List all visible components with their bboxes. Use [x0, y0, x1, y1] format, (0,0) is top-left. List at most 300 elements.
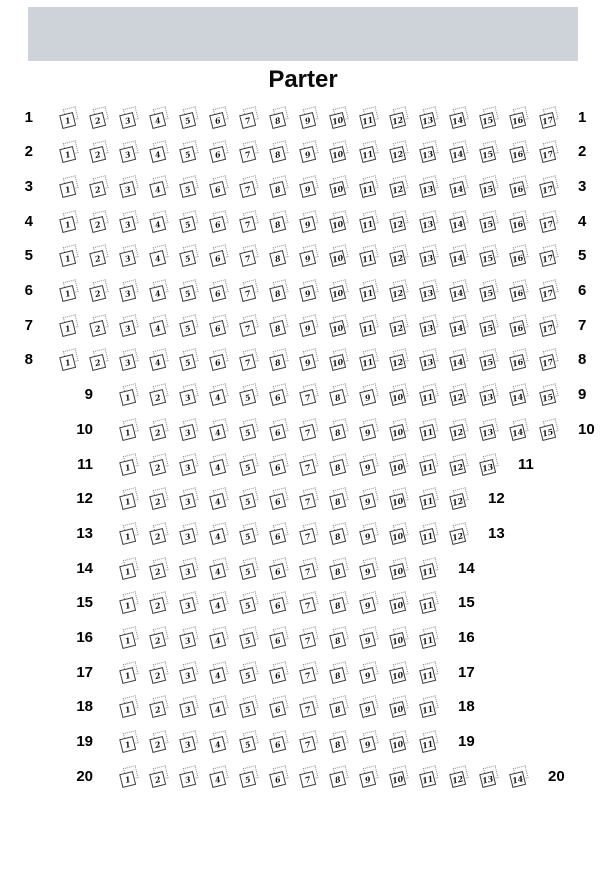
seat-row9-num7[interactable]	[298, 383, 321, 406]
seat-row3-num11[interactable]	[358, 175, 381, 198]
seat-row13-num3[interactable]	[178, 522, 201, 545]
seat-row3-num5[interactable]	[178, 175, 201, 198]
seat-row15-num10[interactable]	[388, 591, 411, 614]
seat-row4-num13[interactable]	[418, 210, 441, 233]
seat-row1-num16[interactable]	[508, 106, 531, 129]
seat-row19-num9[interactable]	[358, 730, 381, 753]
seat-number: 4	[149, 250, 166, 267]
seat-row1-num6[interactable]	[208, 106, 231, 129]
seat-row9-num10[interactable]	[388, 383, 411, 406]
seat-row11-num13[interactable]	[478, 453, 501, 476]
seat-row2-num13[interactable]	[418, 140, 441, 163]
seat-row12-num10[interactable]	[388, 487, 411, 510]
seat-row7-num2[interactable]	[88, 314, 111, 337]
seat-row4-num2[interactable]	[88, 210, 111, 233]
seat-row20-num9[interactable]	[358, 765, 381, 788]
seat-row4-num3[interactable]	[118, 210, 141, 233]
seat-number: 6	[269, 563, 286, 580]
seat-row20-num14[interactable]	[508, 765, 531, 788]
seat-row18-num5[interactable]	[238, 695, 261, 718]
seat-row17-num5[interactable]	[238, 661, 261, 684]
seat-row4-num6[interactable]	[208, 210, 231, 233]
seat-row5-num13[interactable]	[418, 244, 441, 267]
seat-row11-num4[interactable]	[208, 453, 231, 476]
seat-row7-num9[interactable]	[298, 314, 321, 337]
seat-row6-num9[interactable]	[298, 279, 321, 302]
seat-row16-num1[interactable]	[118, 626, 141, 649]
seat-row1-num10[interactable]	[328, 106, 351, 129]
seat-row17-num8[interactable]	[328, 661, 351, 684]
seat-row10-num3[interactable]	[178, 418, 201, 441]
seat-row7-num14[interactable]	[448, 314, 471, 337]
seat-row13-num12[interactable]	[448, 522, 471, 545]
seat-row20-num2[interactable]	[148, 765, 171, 788]
seat-row8-num8[interactable]	[268, 348, 291, 371]
seat-row20-num7[interactable]	[298, 765, 321, 788]
seat-row2-num15[interactable]	[478, 140, 501, 163]
seat-row10-num14[interactable]	[508, 418, 531, 441]
seat-number: 12	[389, 181, 406, 198]
seat-number: 5	[239, 528, 256, 545]
seat-row16-num7[interactable]	[298, 626, 321, 649]
seat-row9-num11[interactable]	[418, 383, 441, 406]
seat-row4-num16[interactable]	[508, 210, 531, 233]
seat-row8-num3[interactable]	[118, 348, 141, 371]
seat-row3-num15[interactable]	[478, 175, 501, 198]
seat-row13-num5[interactable]	[238, 522, 261, 545]
seat-row4-num9[interactable]	[298, 210, 321, 233]
seat-row17-num3[interactable]	[178, 661, 201, 684]
seat-row18-num8[interactable]	[328, 695, 351, 718]
seat-row14-num10[interactable]	[388, 557, 411, 580]
seat-number: 4	[209, 667, 226, 684]
seat-row7-num11[interactable]	[358, 314, 381, 337]
seat-row2-num14[interactable]	[448, 140, 471, 163]
seat-row2-num1[interactable]	[58, 140, 81, 163]
seat-row2-num10[interactable]	[328, 140, 351, 163]
seat-row12-num8[interactable]	[328, 487, 351, 510]
seat-row16-num9[interactable]	[358, 626, 381, 649]
seat-row2-num16[interactable]	[508, 140, 531, 163]
seat-row3-num9[interactable]	[298, 175, 321, 198]
seat-row16-num10[interactable]	[388, 626, 411, 649]
seat-row9-num1[interactable]	[118, 383, 141, 406]
seat-row12-num6[interactable]	[268, 487, 291, 510]
seat-number: 10	[329, 181, 346, 198]
seat-row9-num12[interactable]	[448, 383, 471, 406]
seat-row2-num8[interactable]	[268, 140, 291, 163]
seat-row4-num5[interactable]	[178, 210, 201, 233]
seat-number: 6	[269, 389, 286, 406]
seat-row5-num11[interactable]	[358, 244, 381, 267]
seat-row12-num2[interactable]	[148, 487, 171, 510]
seat-row17-num4[interactable]	[208, 661, 231, 684]
seat-row10-num9[interactable]	[358, 418, 381, 441]
seat-row15-num1[interactable]	[118, 591, 141, 614]
seat-row10-num1[interactable]	[118, 418, 141, 441]
seat-row6-num2[interactable]	[88, 279, 111, 302]
seat-row6-num15[interactable]	[478, 279, 501, 302]
seat-row16-num8[interactable]	[328, 626, 351, 649]
seat-row8-num5[interactable]	[178, 348, 201, 371]
seat-row16-num5[interactable]	[238, 626, 261, 649]
seat-row15-num5[interactable]	[238, 591, 261, 614]
seat-row20-num5[interactable]	[238, 765, 261, 788]
seat-row8-num13[interactable]	[418, 348, 441, 371]
seat-row11-num8[interactable]	[328, 453, 351, 476]
seat-row13-num6[interactable]	[268, 522, 291, 545]
seat-row2-num2[interactable]	[88, 140, 111, 163]
seat-row5-num14[interactable]	[448, 244, 471, 267]
seat-row4-num10[interactable]	[328, 210, 351, 233]
seat-row13-num4[interactable]	[208, 522, 231, 545]
seat-row5-num7[interactable]	[238, 244, 261, 267]
seat-row20-num4[interactable]	[208, 765, 231, 788]
seat-row9-num4[interactable]	[208, 383, 231, 406]
seat-row18-num7[interactable]	[298, 695, 321, 718]
seat-row4-num14[interactable]	[448, 210, 471, 233]
seat-row8-num2[interactable]	[88, 348, 111, 371]
seat-row9-num14[interactable]	[508, 383, 531, 406]
seat-row15-num8[interactable]	[328, 591, 351, 614]
seat-row7-num1[interactable]	[58, 314, 81, 337]
seat-row4-num17[interactable]	[538, 210, 561, 233]
seat-row16-num4[interactable]	[208, 626, 231, 649]
seat-row19-num1[interactable]	[118, 730, 141, 753]
seat-row2-num7[interactable]	[238, 140, 261, 163]
seat-row11-num7[interactable]	[298, 453, 321, 476]
seat-row3-num10[interactable]	[328, 175, 351, 198]
seat-row2-num5[interactable]	[178, 140, 201, 163]
seat-row6-num8[interactable]	[268, 279, 291, 302]
seat-row3-num17[interactable]	[538, 175, 561, 198]
seat-row6-num13[interactable]	[418, 279, 441, 302]
seat-row17-num6[interactable]	[268, 661, 291, 684]
seat-row4-num11[interactable]	[358, 210, 381, 233]
seat-row6-num3[interactable]	[118, 279, 141, 302]
seat-row19-num10[interactable]	[388, 730, 411, 753]
seat-row15-num11[interactable]	[418, 591, 441, 614]
seat-row9-num8[interactable]	[328, 383, 351, 406]
seat-row8-num7[interactable]	[238, 348, 261, 371]
seat-row18-num6[interactable]	[268, 695, 291, 718]
seat-row20-num8[interactable]	[328, 765, 351, 788]
seat-row6-num5[interactable]	[178, 279, 201, 302]
seat-number: 16	[509, 216, 526, 233]
seat-number: 1	[59, 250, 76, 267]
seat-row20-num1[interactable]	[118, 765, 141, 788]
seat-row1-num15[interactable]	[478, 106, 501, 129]
seat-row7-num17[interactable]	[538, 314, 561, 337]
seat-row14-num1[interactable]	[118, 557, 141, 580]
seat-row4-num1[interactable]	[58, 210, 81, 233]
seat-row7-num13[interactable]	[418, 314, 441, 337]
seat-row19-num7[interactable]	[298, 730, 321, 753]
seat-row10-num11[interactable]	[418, 418, 441, 441]
seat-row20-num10[interactable]	[388, 765, 411, 788]
seat-row11-num10[interactable]	[388, 453, 411, 476]
seat-row15-num6[interactable]	[268, 591, 291, 614]
seat-row10-num12[interactable]	[448, 418, 471, 441]
seat-row13-num2[interactable]	[148, 522, 171, 545]
seat-row3-num12[interactable]	[388, 175, 411, 198]
seat-row1-num5[interactable]	[178, 106, 201, 129]
seat-row12-num3[interactable]	[178, 487, 201, 510]
seat-row13-num1[interactable]	[118, 522, 141, 545]
seat-row19-num2[interactable]	[148, 730, 171, 753]
seat-row13-num10[interactable]	[388, 522, 411, 545]
seat-row14-num2[interactable]	[148, 557, 171, 580]
seat-row6-num17[interactable]	[538, 279, 561, 302]
seat-row18-num4[interactable]	[208, 695, 231, 718]
seat-number: 8	[269, 112, 286, 129]
seat-row18-num2[interactable]	[148, 695, 171, 718]
seat-row1-num8[interactable]	[268, 106, 291, 129]
seat-row9-num9[interactable]	[358, 383, 381, 406]
seat-row14-num8[interactable]	[328, 557, 351, 580]
seat-row3-num13[interactable]	[418, 175, 441, 198]
seat-row17-num2[interactable]	[148, 661, 171, 684]
seat-row2-num11[interactable]	[358, 140, 381, 163]
seat-row5-num15[interactable]	[478, 244, 501, 267]
seat-row6-num11[interactable]	[358, 279, 381, 302]
seat-row15-num3[interactable]	[178, 591, 201, 614]
seat-row19-num11[interactable]	[418, 730, 441, 753]
seat-row9-num13[interactable]	[478, 383, 501, 406]
seat-row1-num14[interactable]	[448, 106, 471, 129]
seat-row11-num12[interactable]	[448, 453, 471, 476]
seat-row1-num11[interactable]	[358, 106, 381, 129]
seat-row1-num7[interactable]	[238, 106, 261, 129]
seat-row14-num6[interactable]	[268, 557, 291, 580]
seat-row7-num4[interactable]	[148, 314, 171, 337]
seat-row17-num1[interactable]	[118, 661, 141, 684]
seat-row3-num14[interactable]	[448, 175, 471, 198]
seat-row11-num6[interactable]	[268, 453, 291, 476]
seat-row19-num3[interactable]	[178, 730, 201, 753]
seat-row12-num4[interactable]	[208, 487, 231, 510]
seat-row14-num3[interactable]	[178, 557, 201, 580]
seat-row6-num6[interactable]	[208, 279, 231, 302]
seat-row17-num9[interactable]	[358, 661, 381, 684]
seat-row5-num8[interactable]	[268, 244, 291, 267]
seat-row5-num10[interactable]	[328, 244, 351, 267]
seat-row2-num3[interactable]	[118, 140, 141, 163]
seat-row7-num15[interactable]	[478, 314, 501, 337]
seat-row17-num11[interactable]	[418, 661, 441, 684]
seat-row5-num9[interactable]	[298, 244, 321, 267]
seat-row14-num11[interactable]	[418, 557, 441, 580]
seat-row12-num1[interactable]	[118, 487, 141, 510]
seat-row14-num4[interactable]	[208, 557, 231, 580]
seat-row4-num4[interactable]	[148, 210, 171, 233]
seat-row8-num14[interactable]	[448, 348, 471, 371]
seat-row14-num7[interactable]	[298, 557, 321, 580]
seat-row16-num6[interactable]	[268, 626, 291, 649]
seat-row6-num10[interactable]	[328, 279, 351, 302]
seat-row18-num9[interactable]	[358, 695, 381, 718]
seat-row3-num8[interactable]	[268, 175, 291, 198]
seat-row1-num12[interactable]	[388, 106, 411, 129]
seat-row12-num11[interactable]	[418, 487, 441, 510]
seat-row8-num15[interactable]	[478, 348, 501, 371]
seat-row5-num2[interactable]	[88, 244, 111, 267]
seat-row7-num7[interactable]	[238, 314, 261, 337]
seat-row9-num2[interactable]	[148, 383, 171, 406]
seat-row18-num1[interactable]	[118, 695, 141, 718]
seat-row15-num2[interactable]	[148, 591, 171, 614]
seat-row9-num6[interactable]	[268, 383, 291, 406]
seat-row7-num16[interactable]	[508, 314, 531, 337]
seat-row8-num17[interactable]	[538, 348, 561, 371]
seat-row8-num10[interactable]	[328, 348, 351, 371]
seat-row1-num13[interactable]	[418, 106, 441, 129]
seat-row13-num11[interactable]	[418, 522, 441, 545]
seat-row8-num4[interactable]	[148, 348, 171, 371]
seat-row13-num7[interactable]	[298, 522, 321, 545]
seat-row7-num5[interactable]	[178, 314, 201, 337]
seat-row5-num12[interactable]	[388, 244, 411, 267]
seat-row5-num1[interactable]	[58, 244, 81, 267]
seat-row15-num7[interactable]	[298, 591, 321, 614]
seat-row3-num3[interactable]	[118, 175, 141, 198]
seat-number: 6	[209, 181, 226, 198]
seat-row7-num10[interactable]	[328, 314, 351, 337]
seat-row12-num5[interactable]	[238, 487, 261, 510]
seat-row16-num2[interactable]	[148, 626, 171, 649]
stage-bar	[28, 7, 578, 61]
seat-row1-num9[interactable]	[298, 106, 321, 129]
seat-number: 8	[269, 320, 286, 337]
seat-row11-num3[interactable]	[178, 453, 201, 476]
seat-row1-num1[interactable]	[58, 106, 81, 129]
seat-row18-num10[interactable]	[388, 695, 411, 718]
seat-row10-num15[interactable]	[538, 418, 561, 441]
seat-row20-num12[interactable]	[448, 765, 471, 788]
seat-row10-num13[interactable]	[478, 418, 501, 441]
seat-row7-num3[interactable]	[118, 314, 141, 337]
seat-row11-num5[interactable]	[238, 453, 261, 476]
seat-row8-num12[interactable]	[388, 348, 411, 371]
seat-row20-num6[interactable]	[268, 765, 291, 788]
seat-row19-num5[interactable]	[238, 730, 261, 753]
seat-row5-num5[interactable]	[178, 244, 201, 267]
seat-row18-num3[interactable]	[178, 695, 201, 718]
seat-row4-num15[interactable]	[478, 210, 501, 233]
seat-row9-num15[interactable]	[538, 383, 561, 406]
seat-row18-num11[interactable]	[418, 695, 441, 718]
seat-number: 3	[179, 459, 196, 476]
seat-row2-num9[interactable]	[298, 140, 321, 163]
seat-row10-num8[interactable]	[328, 418, 351, 441]
seat-number: 5	[239, 493, 256, 510]
seat-row12-num12[interactable]	[448, 487, 471, 510]
seat-row8-num9[interactable]	[298, 348, 321, 371]
seat-row17-num10[interactable]	[388, 661, 411, 684]
seat-row6-num16[interactable]	[508, 279, 531, 302]
seat-row12-num9[interactable]	[358, 487, 381, 510]
seat-row20-num13[interactable]	[478, 765, 501, 788]
seat-row3-num6[interactable]	[208, 175, 231, 198]
seat-row5-num16[interactable]	[508, 244, 531, 267]
seat-row6-num4[interactable]	[148, 279, 171, 302]
seat-row8-num16[interactable]	[508, 348, 531, 371]
seat-row3-num1[interactable]	[58, 175, 81, 198]
seat-row11-num1[interactable]	[118, 453, 141, 476]
seat-row6-num14[interactable]	[448, 279, 471, 302]
seat-row3-num2[interactable]	[88, 175, 111, 198]
seat-row4-num8[interactable]	[268, 210, 291, 233]
seat-row10-num4[interactable]	[208, 418, 231, 441]
seat-row2-num17[interactable]	[538, 140, 561, 163]
seat-row1-num2[interactable]	[88, 106, 111, 129]
seat-row1-num4[interactable]	[148, 106, 171, 129]
seat-row9-num5[interactable]	[238, 383, 261, 406]
seat-row10-num7[interactable]	[298, 418, 321, 441]
seat-row9-num3[interactable]	[178, 383, 201, 406]
seat-row7-num6[interactable]	[208, 314, 231, 337]
seat-row3-num4[interactable]	[148, 175, 171, 198]
seat-row10-num6[interactable]	[268, 418, 291, 441]
seat-row3-num16[interactable]	[508, 175, 531, 198]
seat-row19-num8[interactable]	[328, 730, 351, 753]
seat-row17-num7[interactable]	[298, 661, 321, 684]
seat-row8-num6[interactable]	[208, 348, 231, 371]
seat-row20-num11[interactable]	[418, 765, 441, 788]
seat-row20-num3[interactable]	[178, 765, 201, 788]
seat-row14-num5[interactable]	[238, 557, 261, 580]
seat-row15-num9[interactable]	[358, 591, 381, 614]
seat-row19-num4[interactable]	[208, 730, 231, 753]
seat-row5-num6[interactable]	[208, 244, 231, 267]
seat-row10-num2[interactable]	[148, 418, 171, 441]
seat-row1-num3[interactable]	[118, 106, 141, 129]
seat-row6-num12[interactable]	[388, 279, 411, 302]
seat-row10-num10[interactable]	[388, 418, 411, 441]
seat-number: 1	[59, 320, 76, 337]
seat-row8-num1[interactable]	[58, 348, 81, 371]
seat-row12-num7[interactable]	[298, 487, 321, 510]
seat-row11-num9[interactable]	[358, 453, 381, 476]
seat-row19-num6[interactable]	[268, 730, 291, 753]
seat-number: 2	[149, 424, 166, 441]
seat-row1-num17[interactable]	[538, 106, 561, 129]
seat-row2-num12[interactable]	[388, 140, 411, 163]
seat-row5-num4[interactable]	[148, 244, 171, 267]
seat-row7-num8[interactable]	[268, 314, 291, 337]
seat-row5-num17[interactable]	[538, 244, 561, 267]
seat-row14-num9[interactable]	[358, 557, 381, 580]
seat-row2-num4[interactable]	[148, 140, 171, 163]
seat-row11-num2[interactable]	[148, 453, 171, 476]
seat-row16-num3[interactable]	[178, 626, 201, 649]
seat-row7-num12[interactable]	[388, 314, 411, 337]
seat-row8-num11[interactable]	[358, 348, 381, 371]
seat-row13-num8[interactable]	[328, 522, 351, 545]
seat-row5-num3[interactable]	[118, 244, 141, 267]
seat-row4-num7[interactable]	[238, 210, 261, 233]
seat-row10-num5[interactable]	[238, 418, 261, 441]
seat-row3-num7[interactable]	[238, 175, 261, 198]
seat-row4-num12[interactable]	[388, 210, 411, 233]
seat-row16-num11[interactable]	[418, 626, 441, 649]
seat-row11-num11[interactable]	[418, 453, 441, 476]
seat-row2-num6[interactable]	[208, 140, 231, 163]
seat-row6-num1[interactable]	[58, 279, 81, 302]
seat-row15-num4[interactable]	[208, 591, 231, 614]
seat-row13-num9[interactable]	[358, 522, 381, 545]
seat-row6-num7[interactable]	[238, 279, 261, 302]
